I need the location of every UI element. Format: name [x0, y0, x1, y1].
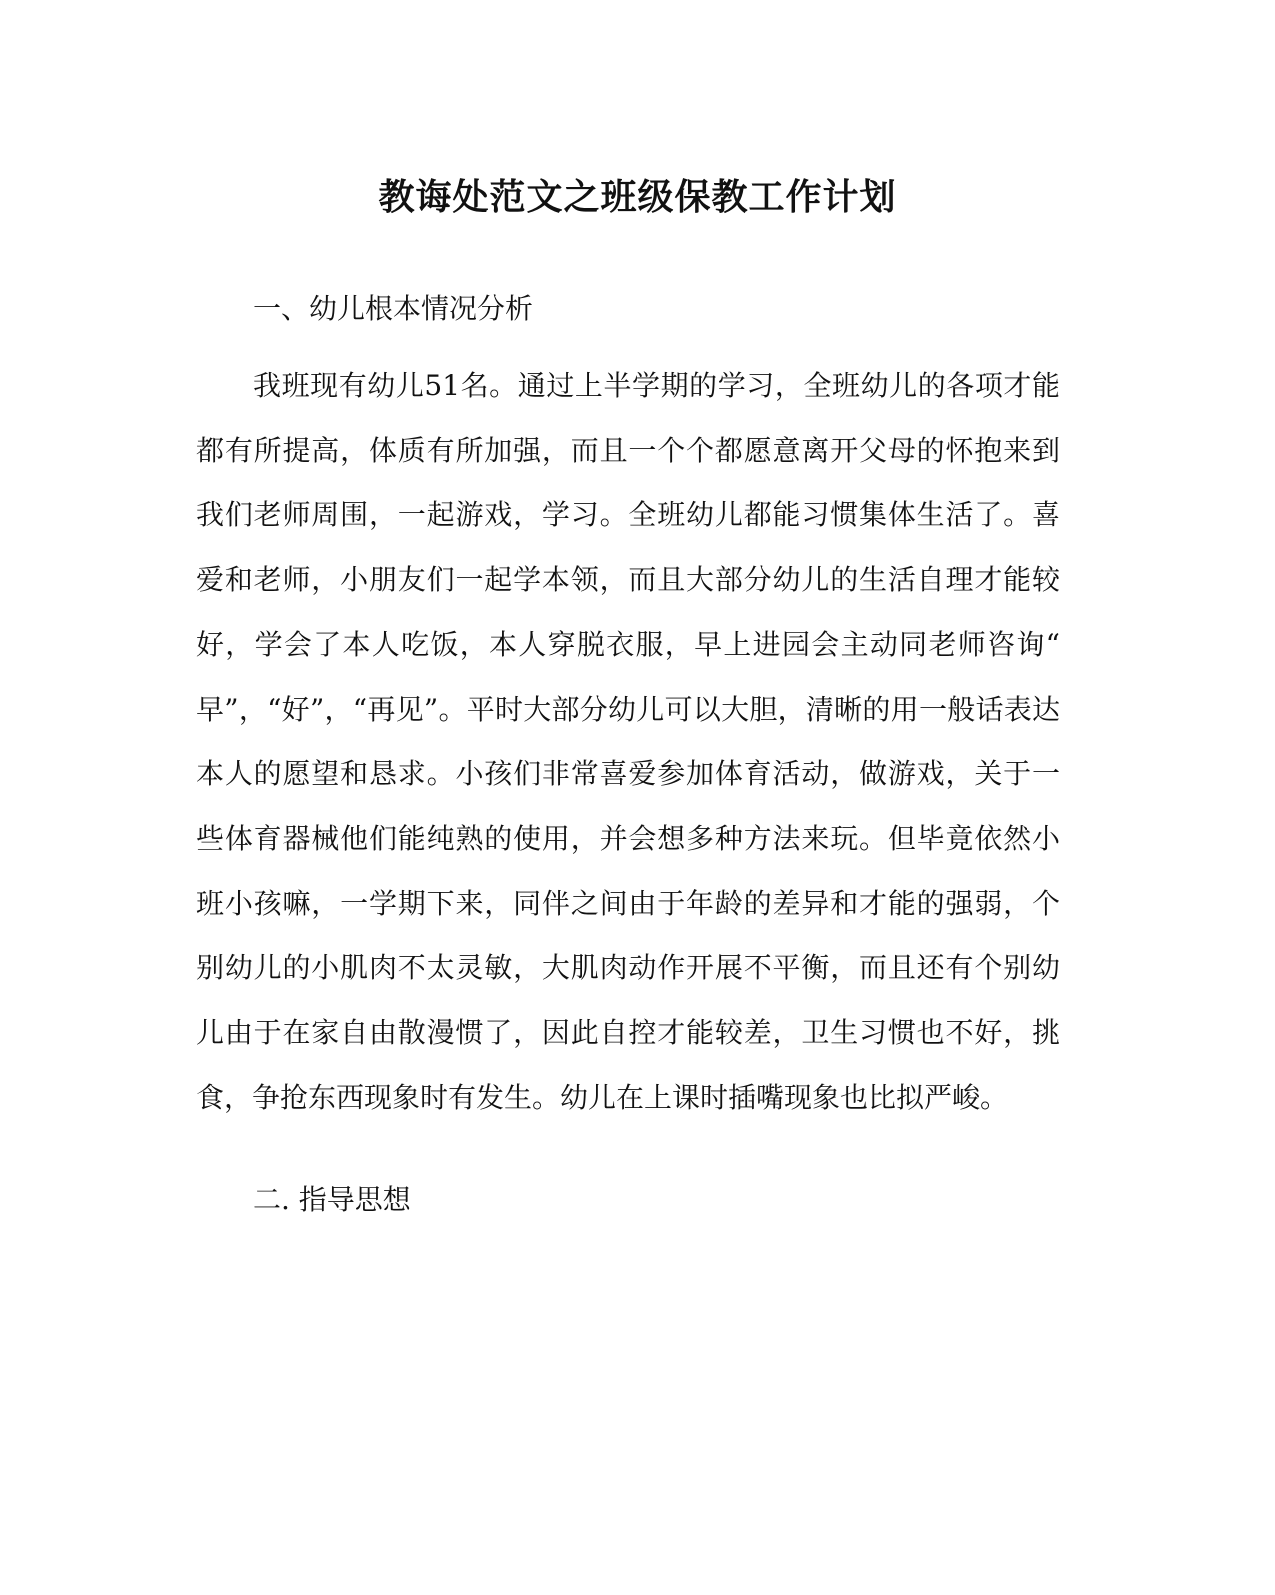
section-1-paragraph	[196, 354, 1060, 1130]
paragraph-line: 班小孩嘛，一学期下来，同伴之间由于年龄的差异和才能的强弱，个	[196, 886, 1060, 920]
paragraph-line: 食，争抢东西现象时有发生。幼儿在上课时插嘴现象也比拟严峻。	[196, 1080, 1009, 1114]
paragraph-line: 我班现有幼儿51名。通过上半学期的学习，全班幼儿的各项才能	[253, 369, 1060, 402]
section-heading-2: 二. 指导思想	[253, 1183, 411, 1216]
section-heading-1: 一、幼儿根本情况分析	[253, 292, 534, 325]
paragraph-line: 早”，“好”，“再见”。平时大部分幼儿可以大胆，清晰的用一般话表达	[196, 692, 1060, 726]
paragraph-line: 好，学会了本人吃饭，本人穿脱衣服，早上进园会主动同老师咨询“	[196, 627, 1060, 661]
paragraph-line: 都有所提高，体质有所加强，而且一个个都愿意离开父母的怀抱来到	[196, 433, 1060, 467]
paragraph-line: 我们老师周围，一起游戏，学习。全班幼儿都能习惯集体生活了。喜	[196, 498, 1060, 532]
paragraph-line: 爱和老师，小朋友们一起学本领，而且大部分幼儿的生活自理才能较	[196, 563, 1060, 597]
paragraph-line: 别幼儿的小肌肉不太灵敏，大肌肉动作开展不平衡，而且还有个别幼	[196, 951, 1060, 985]
paragraph-line: 本人的愿望和恳求。小孩们非常喜爱参加体育活动，做游戏，关于一	[196, 757, 1060, 791]
paragraph-line: 儿由于在家自由散漫惯了，因此自控才能较差，卫生习惯也不好，挑	[196, 1016, 1060, 1050]
document-title: 教诲处范文之班级保教工作计划	[378, 176, 897, 218]
paragraph-line: 些体育器械他们能纯熟的使用，并会想多种方法来玩。但毕竟依然小	[196, 821, 1060, 855]
